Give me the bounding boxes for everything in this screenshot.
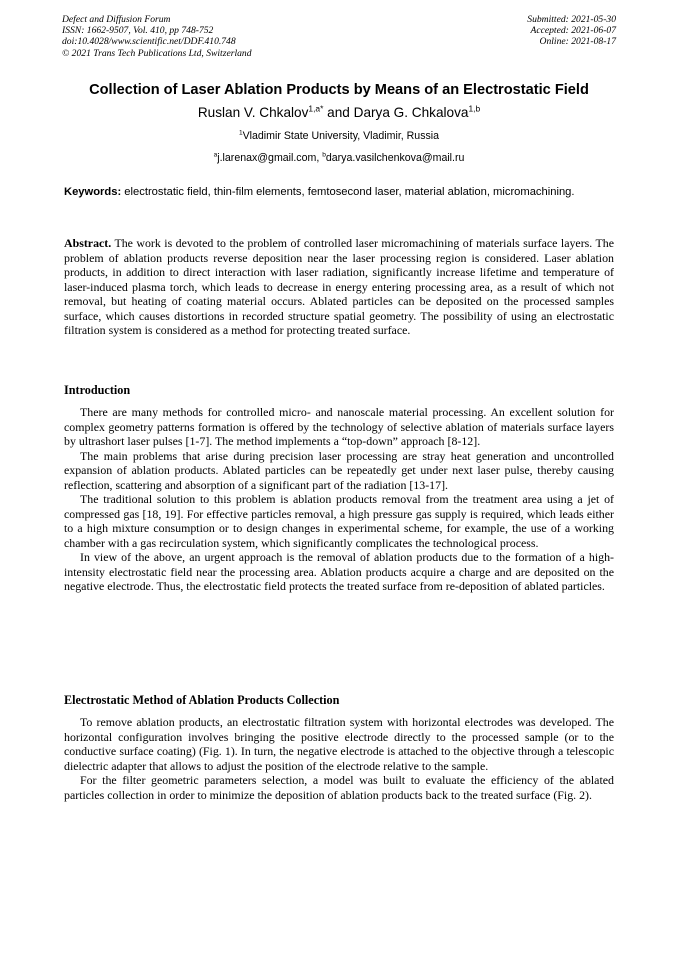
author-name: Darya G. Chkalova xyxy=(353,105,469,120)
paragraph: For the filter geometric parameters selection, a model was built to evaluate the efficiency of the ablated particles collection in order to minimize the deposition of ablation products back to the treated surface (Fig. 2). xyxy=(64,773,614,802)
section-heading-electrostatic-method: Electrostatic Method of Ablation Products Collection xyxy=(64,693,340,707)
accepted-date: Accepted: 2021-06-07 xyxy=(530,25,616,37)
abstract-label: Abstract. xyxy=(64,236,112,250)
paper-title: Collection of Laser Ablation Products by Means of an Electrostatic Field xyxy=(89,82,589,98)
publication-dates xyxy=(527,14,616,48)
author-superscript: 1,b xyxy=(468,103,481,114)
journal-issn: ISSN: 1662-9507, Vol. 410, pp 748-752 xyxy=(62,25,214,37)
paragraph: The traditional solution to this problem is ablation products removal from the treatment area using a jet of compressed gas [18, 19]. For effective particles removal, a high pressure gas supply is required, which leads either to a high mixture consumption or to design changes in experimental scheme, for example, the use of a working chamber with a gas recirculation system, which significantly complicates the technological process. xyxy=(64,492,614,550)
journal-doi: doi:10.4028/www.scientific.net/DDF.410.748 xyxy=(62,36,236,48)
journal-info xyxy=(62,14,252,59)
affiliation-text: Vladimir State University, Vladimir, Russia xyxy=(242,130,440,142)
author-list xyxy=(30,105,648,120)
journal-name: Defect and Diffusion Forum xyxy=(62,14,171,25)
paragraph: There are many methods for controlled micro- and nanoscale material processing. An excellent solution for complex geometry patterns formation is offered by the technology of selective ablation of materials surface layers by ultrashort laser pulses [1-7]. The method implements a “top-down” approach [8-12]. xyxy=(64,405,614,448)
author-connector: and xyxy=(323,105,354,120)
author-superscript: 1,a* xyxy=(308,103,324,114)
keywords-text: electrostatic field, thin-film elements, femtosecond laser, material ablation, micromachining. xyxy=(121,186,575,198)
keywords-label: Keywords: xyxy=(64,186,122,198)
paragraph: In view of the above, an urgent approach is the removal of ablation products due to the formation of a high-intensity electrostatic field near the processing area. Ablation products acquire a charge and are deposited on the negative electrode. Thus, the electrostatic field protects the treated surface from re-deposition of ablated particles. xyxy=(64,550,614,593)
abstract-text: The work is devoted to the problem of controlled laser micromachining of materials surface layers. The problem of ablation products reverse deposition near the laser processing region is considered. Laser ablation products, in addition to direct interaction with laser radiation, significantly increase lifetime and temperature of laser-induced plasma torch, which leads to decrease in energy entering processing area, as a result of which not removal, but heating of coating material occurs. Ablated particles can be deposited on the processed samples surface, which causes distortions in recorded structure spatial geometry. The possibility of using an electrostatic filtration system is considered as a method for protecting treated surface. xyxy=(64,236,614,337)
electrostatic-method-section xyxy=(64,715,614,802)
introduction-section xyxy=(64,405,614,594)
section-heading-introduction: Introduction xyxy=(64,383,131,397)
affiliation xyxy=(30,130,648,142)
abstract xyxy=(64,236,614,338)
affiliation-superscript: 1 xyxy=(238,129,243,137)
email-superscript: b xyxy=(322,151,326,159)
author-name: Ruslan V. Chkalov xyxy=(197,105,309,120)
email-link[interactable]: darya.vasilchenkova@mail.ru xyxy=(325,152,465,164)
journal-copyright: © 2021 Trans Tech Publications Ltd, Switzerland xyxy=(62,47,252,59)
submitted-date: Submitted: 2021-05-30 xyxy=(527,14,616,25)
email-link[interactable]: j.larenax@gmail.com, xyxy=(217,152,323,164)
author-emails xyxy=(30,152,648,164)
email-superscript: a xyxy=(213,151,218,159)
paragraph: To remove ablation products, an electrostatic filtration system with horizontal electrodes was developed. The horizontal configuration involves bringing the positive electrode directly to the processed sample (or to the conductive surface coating) (Fig. 1). In turn, the negative electrode is attached to the objective through a telescopic dielectric adapter that allows to adjust the position of the electrode relative to the sample. xyxy=(64,715,614,773)
paragraph: The main problems that arise during precision laser processing are stray heat generation and uncontrolled expansion of ablation products. Ablated particles can be repeatedly get under next laser pulse, thereby causing reflection, scattering and absorption of a significant part of the radiation [13-17]. xyxy=(64,448,614,492)
keywords xyxy=(64,185,614,199)
online-date: Online: 2021-08-17 xyxy=(539,36,616,48)
